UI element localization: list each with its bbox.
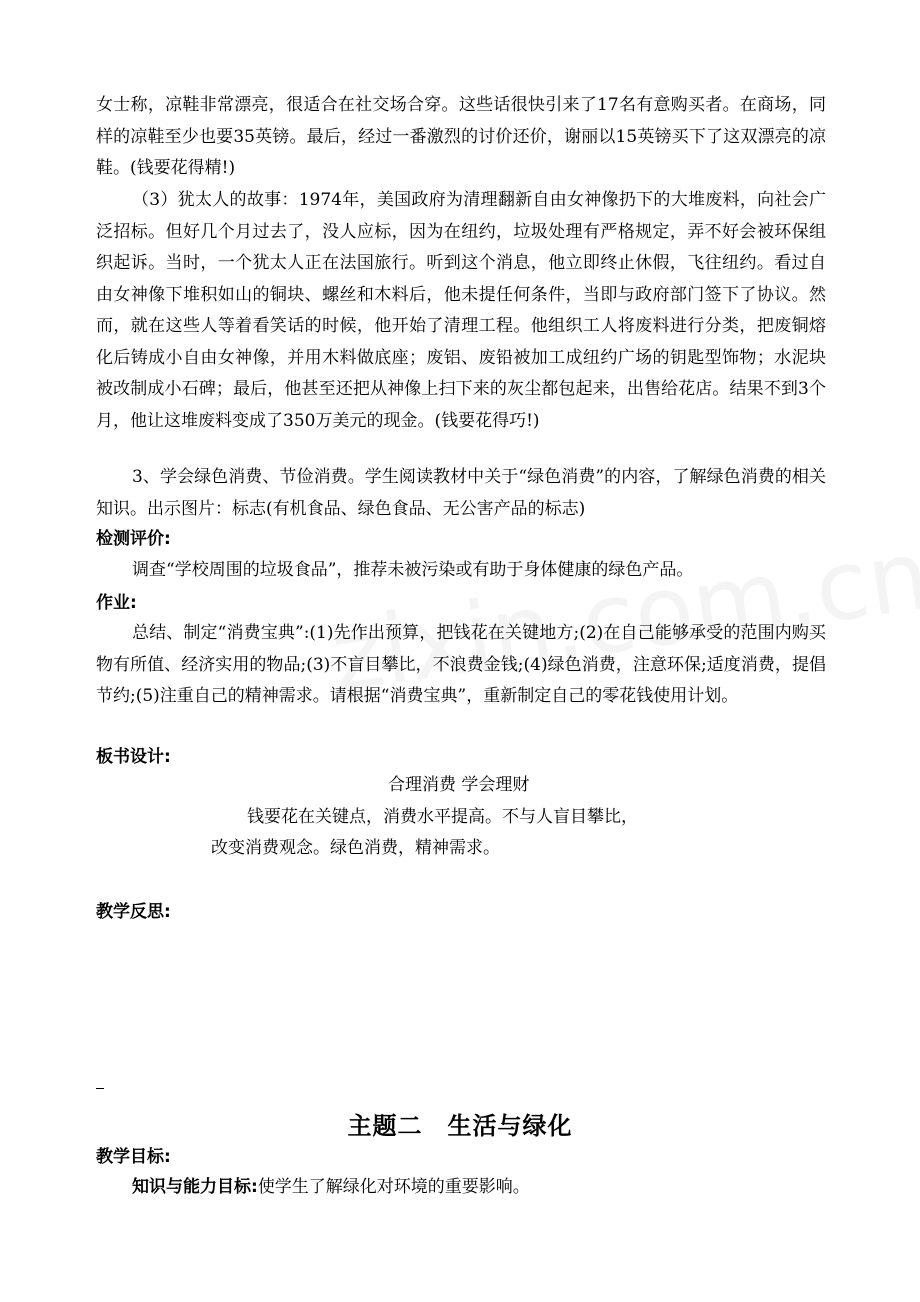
- homework-text: 总结、制定“消费宝典”:(1)先作出预算，把钱花在关键地方;(2)在自己能够承受的范围内购买物有所值、经济实用的物品;(3)不盲目攀比，不浪费金钱;(4)绿色消费，注意环保;适度消费，提倡节约;(5)注重自己的精神需求。请根据“消费宝典”，重新制定自己的零花钱使用计划。: [96, 623, 826, 706]
- divider-mark: [96, 1088, 104, 1089]
- board-design-heading: 板书设计:: [96, 747, 171, 767]
- paragraph-jewish-story: （3）犹太人的故事：1974年，美国政府为清理翻新自由女神像扔下的大堆废料，向社会广泛招标。但好几个月过去了，没人应标，因为在纽约，垃圾处理有严格规定，弄不好会被环保组织起诉。当时，一个犹太人正在法国旅行。听到这个消息，他立即终止休假，飞往纽约。看过自由女神像下堆积如山的铜块、螺丝和木料后，他未提任何条件，当即与政府部门签下了协议。然而，就在这些人等着看笑话的时候，他开始了清理工程。他组织工人将废料进行分类，把废铜熔化后铸成小自由女神像，并用木料做底座；废铝、废铅被加工成纽约广场的钥匙型饰物；水泥块被改制成小石碑；最后，他甚至还把从神像上扫下来的灰尘都包起来，出售给花店。结果不到3个月，他让这堆废料变成了350万美元的现金。(钱要花得巧!): [96, 190, 826, 431]
- knowledge-goal-label: 知识与能力目标:: [132, 1177, 258, 1197]
- board-line-3: 改变消费观念。绿色消费，精神需求。: [211, 838, 500, 858]
- evaluation-heading: 检测评价:: [96, 529, 171, 549]
- topic-title: 主题二 生活与绿化: [347, 1112, 573, 1140]
- paragraph-green-consumption: 3、学会绿色消费、节俭消费。学生阅读教材中关于“绿色消费”的内容，了解绿色消费的相关知识。出示图片：标志(有机食品、绿色食品、无公害产品的标志): [96, 467, 826, 519]
- knowledge-goal-text: 使学生了解绿化对环境的重要影响。: [257, 1177, 530, 1197]
- board-line-2: 钱要花在关键点，消费水平提高。不与人盲目攀比，: [247, 807, 638, 827]
- board-line-1: 合理消费 学会理财: [388, 775, 530, 795]
- knowledge-goal: [132, 1172, 826, 1204]
- evaluation-text: 调查“学校周围的垃圾食品”，推荐未被污染或有助于身体健康的绿色产品。: [132, 560, 694, 580]
- paragraph-sandals-story: 女士称，凉鞋非常漂亮，很适合在社交场合穿。这些话很快引来了17名有意购买者。在商场，同样的凉鞋至少也要35英镑。最后，经过一番激烈的讨价还价，谢丽以15英镑买下了这双漂亮的凉鞋。(钱要花得精!): [96, 95, 826, 178]
- reflection-heading: 教学反思:: [96, 902, 171, 922]
- teaching-goals-heading: 教学目标:: [96, 1147, 171, 1167]
- homework-heading: 作业:: [96, 593, 137, 613]
